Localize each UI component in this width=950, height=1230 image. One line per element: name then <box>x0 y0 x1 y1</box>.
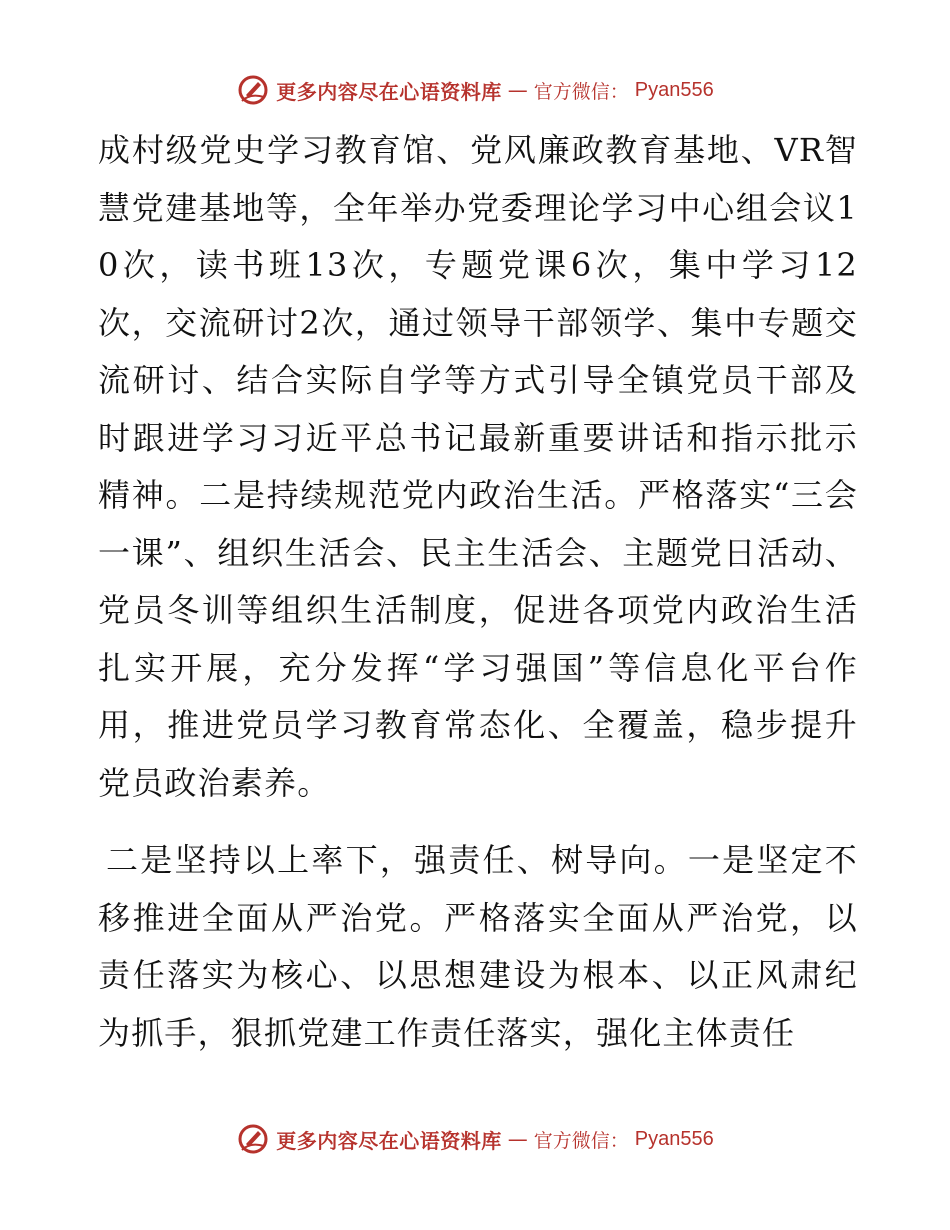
header-separator: — <box>507 78 528 102</box>
brand-logo-icon <box>236 1122 270 1156</box>
body-paragraph-1: 成村级党史学习教育馆、党风廉政教育基地、VR智慧党建基地等，全年举办党委理论学习中心组会议10次，读书班13次，专题党课6次，集中学习12次，交流研讨2次，通过领导干部领学、集中专题交流研讨、结合实际自学等方式引导全镇党员干部及时跟进学习习近平总书记最新重要讲话和指示批示精神。二是持续规范党内政治生活。严格落实“三会一课”、组织生活会、民主生活会、主题党日活动、党员冬训等组织生活制度，促进各项党内政治生活扎实开展，充分发挥“学习强国”等信息化平台作用，推进党员学习教育常态化、全覆盖，稳步提升党员政治素养。 <box>98 131 858 802</box>
footer-brand-text: 更多内容尽在心语资料库 <box>276 1128 502 1153</box>
header-wechat-id: Pyan556 <box>634 78 714 101</box>
header-banner <box>0 70 950 110</box>
document-body <box>98 122 858 1062</box>
body-paragraph-2: 二是坚持以上率下，强责任、树导向。一是坚定不移推进全面从严治党。严格落实全面从严治党，以责任落实为核心、以思想建设为根本、以正风肃纪为抓手，狠抓党建工作责任落实，强化主体责任 <box>98 841 858 1052</box>
header-wechat-label: 官方微信： <box>533 80 629 103</box>
brand-logo-icon <box>236 73 270 107</box>
footer-wechat-id: Pyan556 <box>634 1127 714 1150</box>
footer-separator: — <box>507 1127 528 1151</box>
footer-wechat-label: 官方微信： <box>533 1129 629 1152</box>
footer-banner <box>0 1119 950 1159</box>
header-brand-text: 更多内容尽在心语资料库 <box>276 79 502 104</box>
